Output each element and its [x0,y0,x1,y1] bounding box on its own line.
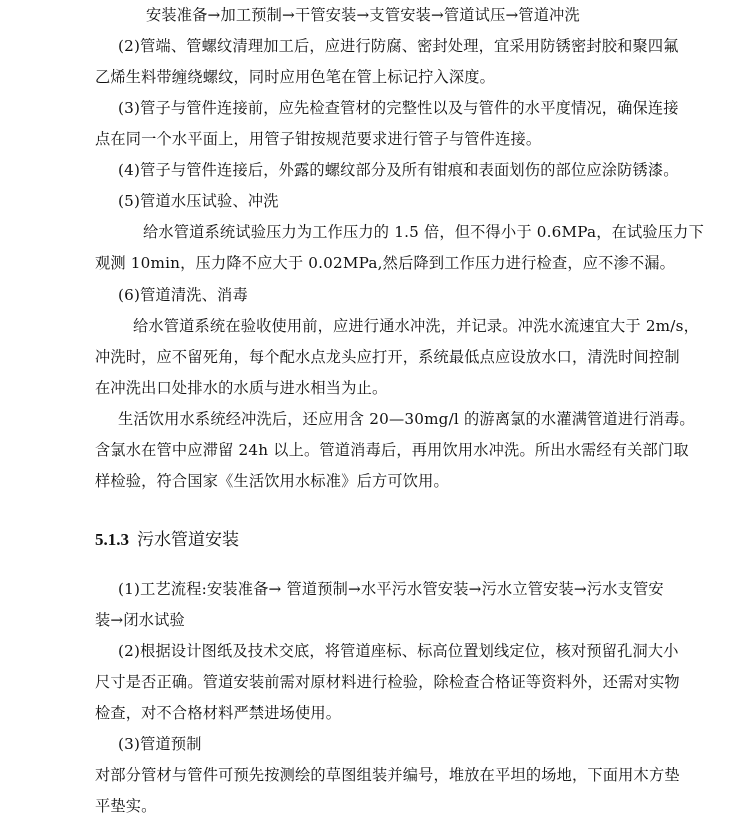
paragraph-line: 点在同一个水平面上，用管子钳按规范要求进行管子与管件连接。 [95,130,542,148]
paragraph-line: (3)管道预制 [118,735,202,753]
paragraph-line: (6)管道清洗、消毒 [118,286,248,304]
paragraph-line: 生活饮用水系统经冲洗后，还应用含 20—30mg/l 的游离氯的水灌满管道进行消毒。 [118,410,695,428]
paragraph-line: 冲洗时，应不留死角，每个配水点龙头应打开，系统最低点应设放水口，清洗时间控制 [95,348,680,366]
paragraph-line: (2)管端、管螺纹清理加工后，应进行防腐、密封处理，宜采用防锈密封胶和聚四氟 [118,37,679,55]
paragraph-line: (1)工艺流程:安装准备→ 管道预制→水平污水管安装→污水立管安装→污水支管安 [118,580,664,598]
paragraph-line: (3)管子与管件连接前，应先检查管材的完整性以及与管件的水平度情况，确保连接 [118,99,679,117]
paragraph-line: (5)管道水压试验、冲洗 [118,192,279,210]
section-number: 5.1.3 [95,530,129,549]
paragraph-line: 观测 10min，压力降不应大于 0.02MPa,然后降到工作压力进行检查，应不渗不漏。 [95,254,676,272]
section-title: 污水管道安装 [137,530,239,550]
paragraph-line: 尺寸是否正确。管道安装前需对原材料进行检验，除检查合格证等资料外，还需对实物 [95,673,680,691]
section-heading [95,528,239,552]
paragraph-line: 乙烯生料带缠绕螺纹，同时应用色笔在管上标记拧入深度。 [95,68,496,86]
paragraph-line: 样检验，符合国家《生活饮用水标准》后方可饮用。 [95,472,449,490]
paragraph-line: 给水管道系统在验收使用前，应进行通水冲洗，并记录。冲洗水流速宜大于 2m/s， [133,317,699,335]
paragraph-line: 给水管道系统试验压力为工作压力的 1.5 倍，但不得小于 0.6MPa，在试验压力下 [143,223,704,241]
paragraph-line: 含氯水在管中应滞留 24h 以上。管道消毒后，再用饮用水冲洗。所出水需经有关部门取 [95,441,689,459]
paragraph-line: 检查，对不合格材料严禁进场使用。 [95,704,342,722]
paragraph-line: (2)根据设计图纸及技术交底，将管道座标、标高位置划线定位，核对预留孔洞大小 [118,642,679,660]
paragraph-line: 在冲洗出口处排水的水质与进水相当为止。 [95,379,388,397]
paragraph-line: 对部分管材与管件可预先按测绘的草图组装并编号，堆放在平坦的场地，下面用木方垫 [95,766,680,784]
paragraph-line: 平垫实。 [95,797,157,815]
paragraph-line: 安装准备→加工预制→干管安装→支管安装→管道试压→管道冲洗 [146,6,580,24]
paragraph-line: 装→闭水试验 [95,611,185,629]
paragraph-line: (4)管子与管件连接后，外露的螺纹部分及所有钳痕和表面划伤的部位应涂防锈漆。 [118,161,679,179]
